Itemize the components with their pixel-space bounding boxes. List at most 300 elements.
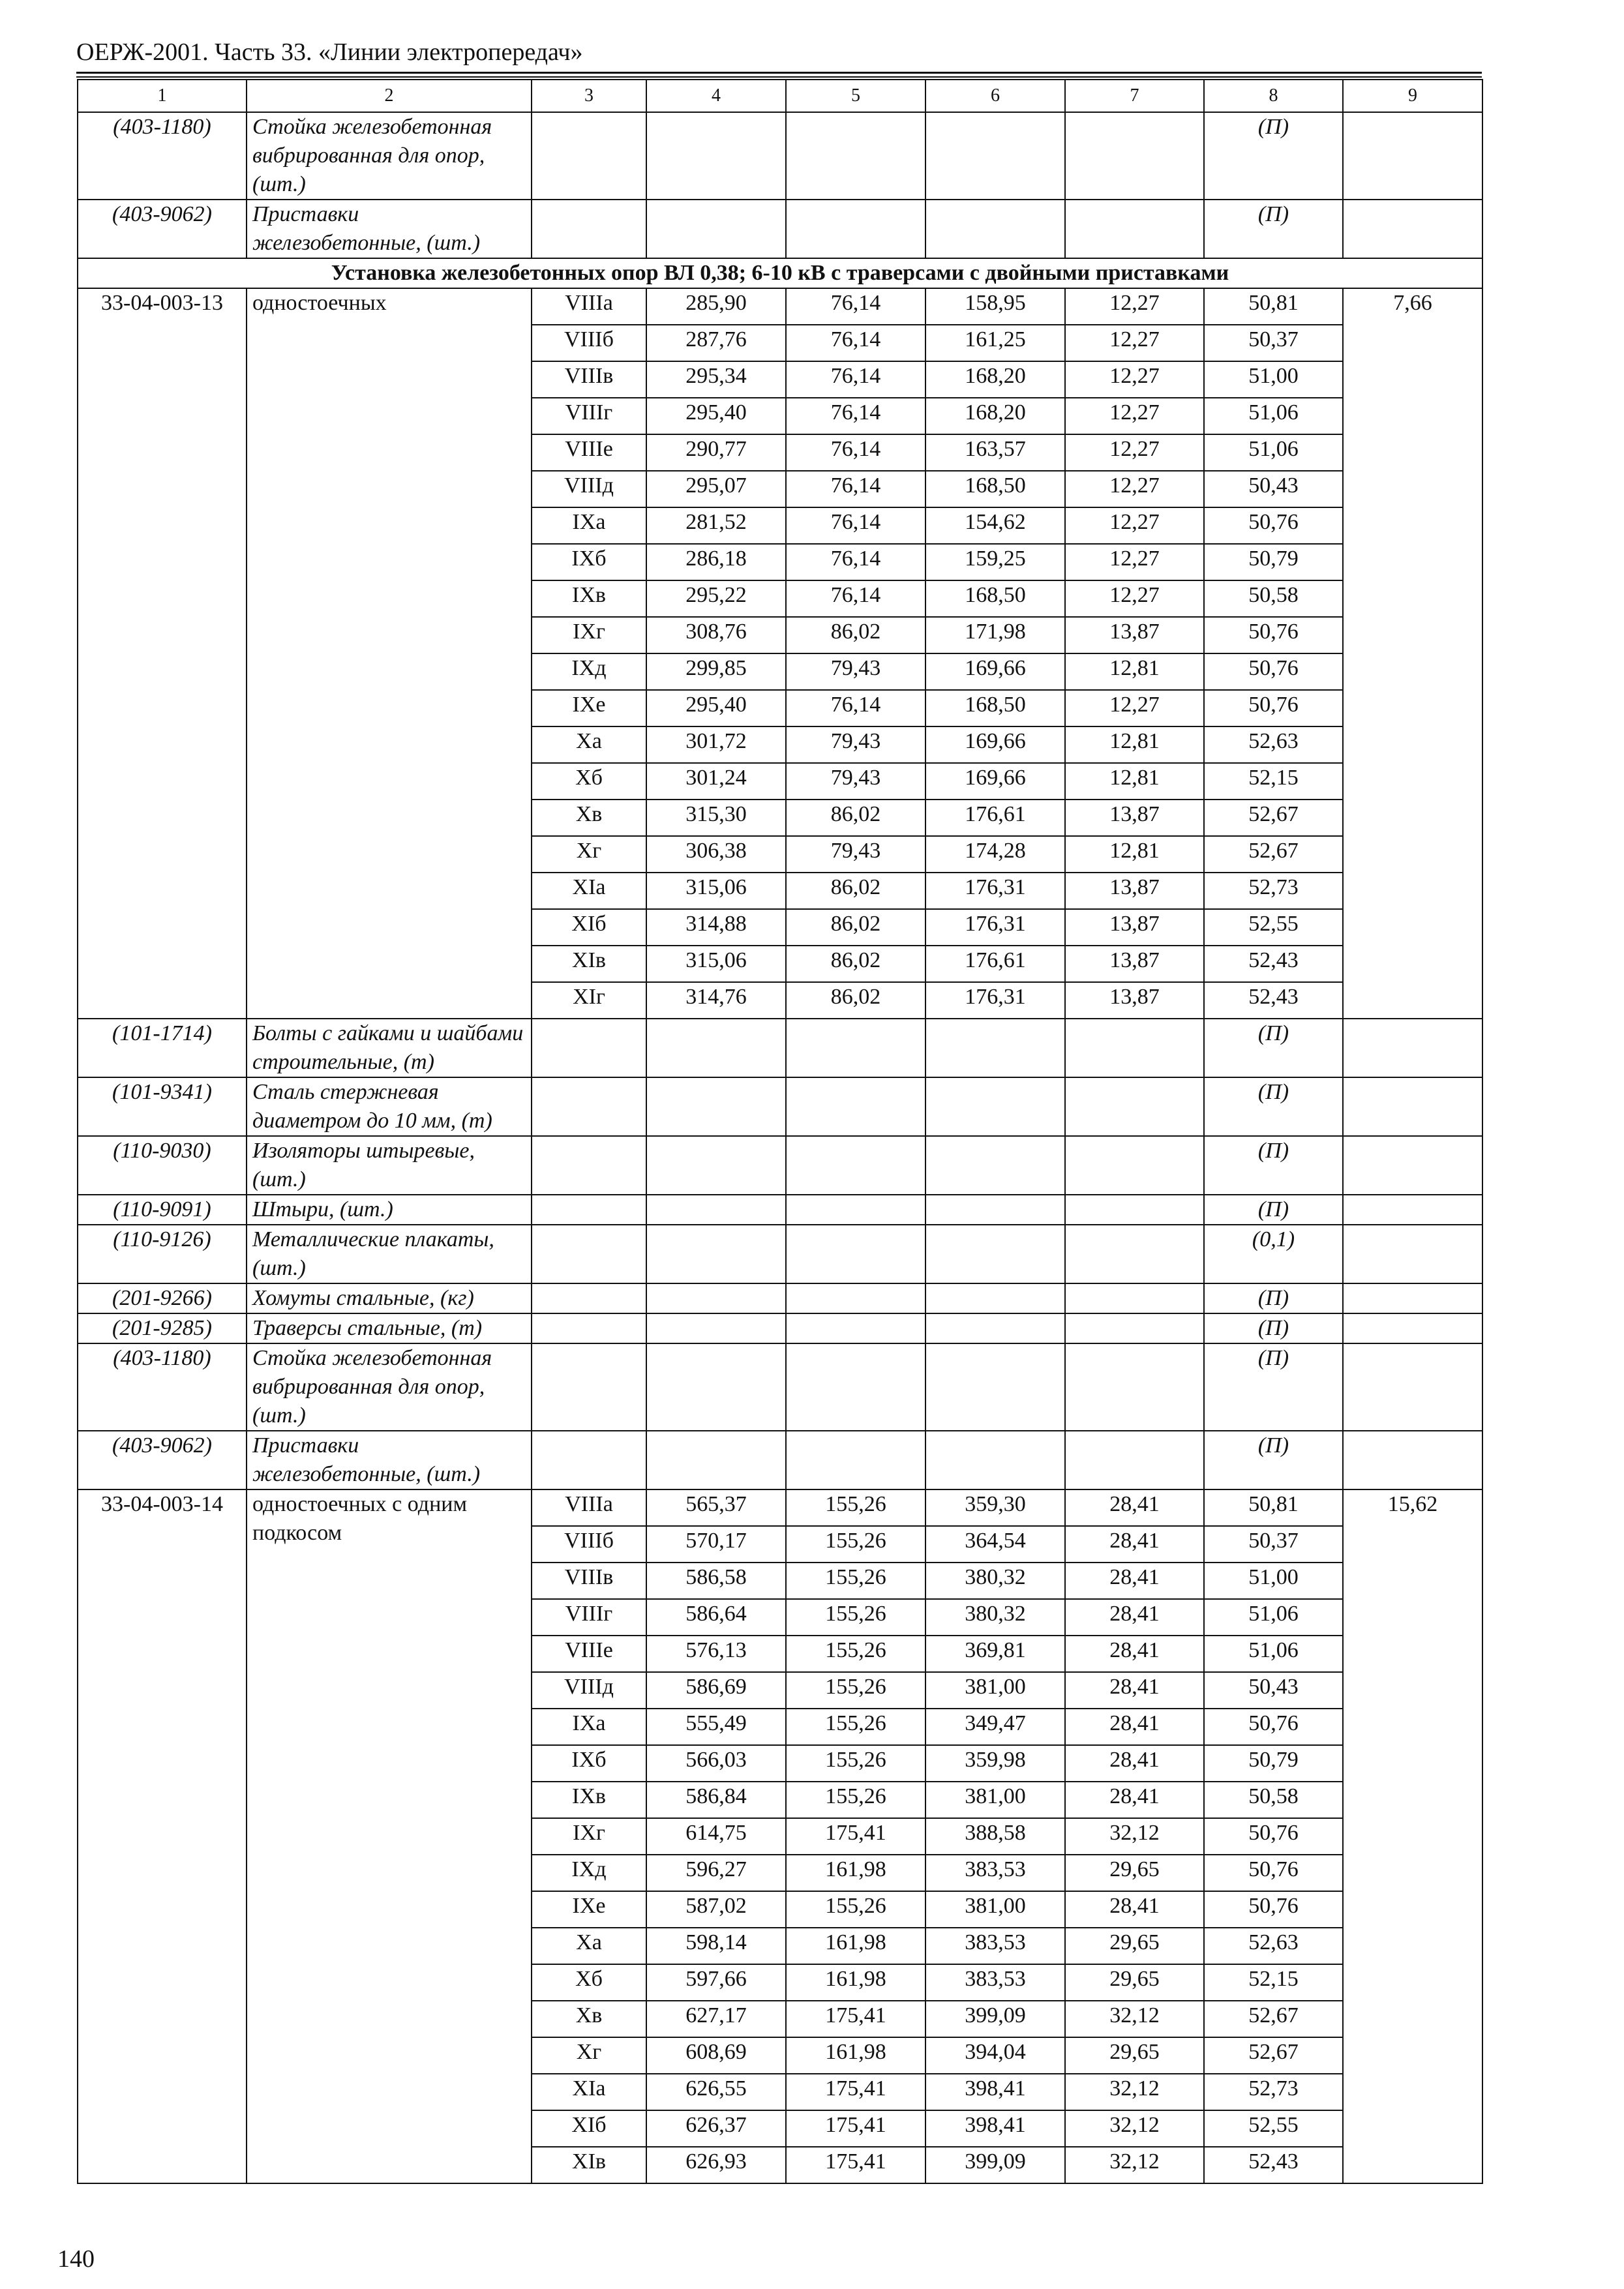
empty-cell bbox=[532, 1077, 646, 1136]
zone-label: VIIIд bbox=[532, 471, 646, 507]
value-col-5: 161,98 bbox=[786, 1964, 925, 2001]
material-qty: (П) bbox=[1204, 1136, 1343, 1195]
value-col-4: 290,77 bbox=[646, 434, 786, 471]
value-col-5: 86,02 bbox=[786, 982, 925, 1019]
value-col-5: 155,26 bbox=[786, 1745, 925, 1782]
material-row bbox=[78, 200, 1482, 258]
value-col-4: 596,27 bbox=[646, 1855, 786, 1891]
value-col-5: 76,14 bbox=[786, 361, 925, 398]
empty-cell bbox=[786, 1195, 925, 1225]
material-code: (403-9062) bbox=[78, 1431, 247, 1489]
empty-cell bbox=[1343, 1343, 1482, 1431]
value-col-8: 52,67 bbox=[1204, 836, 1343, 873]
value-col-7: 12,27 bbox=[1065, 288, 1204, 325]
zone-label: XIв bbox=[532, 946, 646, 982]
value-col-7: 32,12 bbox=[1065, 2147, 1204, 2183]
zone-label: Xб bbox=[532, 1964, 646, 2001]
zone-label: XIa bbox=[532, 873, 646, 909]
value-col-5: 76,14 bbox=[786, 690, 925, 726]
empty-cell bbox=[532, 112, 646, 200]
empty-cell bbox=[1065, 1195, 1204, 1225]
zone-label: IXa bbox=[532, 1709, 646, 1745]
value-col-5: 175,41 bbox=[786, 2074, 925, 2110]
value-col-4: 295,22 bbox=[646, 580, 786, 617]
material-qty: (П) bbox=[1204, 1195, 1343, 1225]
value-col-6: 381,00 bbox=[925, 1672, 1065, 1709]
value-col-5: 175,41 bbox=[786, 2001, 925, 2037]
value-col-8: 50,76 bbox=[1204, 1855, 1343, 1891]
value-col-6: 168,50 bbox=[925, 690, 1065, 726]
value-col-7: 12,81 bbox=[1065, 763, 1204, 800]
empty-cell bbox=[786, 1225, 925, 1283]
value-col-7: 12,27 bbox=[1065, 507, 1204, 544]
value-col-4: 295,40 bbox=[646, 398, 786, 434]
value-col-5: 79,43 bbox=[786, 726, 925, 763]
empty-cell bbox=[925, 1136, 1065, 1195]
value-col-6: 381,00 bbox=[925, 1782, 1065, 1818]
value-col-4: 315,30 bbox=[646, 800, 786, 836]
value-col-8: 50,79 bbox=[1204, 1745, 1343, 1782]
value-col-5: 76,14 bbox=[786, 507, 925, 544]
empty-cell bbox=[925, 1225, 1065, 1283]
value-col-7: 28,41 bbox=[1065, 1563, 1204, 1599]
value-col-4: 295,07 bbox=[646, 471, 786, 507]
value-col-5: 155,26 bbox=[786, 1782, 925, 1818]
value-col-8: 51,06 bbox=[1204, 1636, 1343, 1672]
value-col-6: 383,53 bbox=[925, 1928, 1065, 1964]
material-name: Приставки железобетонные, (шт.) bbox=[247, 1431, 532, 1489]
zone-label: VIIIе bbox=[532, 434, 646, 471]
value-col-7: 12,27 bbox=[1065, 580, 1204, 617]
value-col-8: 52,73 bbox=[1204, 873, 1343, 909]
empty-cell bbox=[786, 1019, 925, 1077]
value-col-5: 175,41 bbox=[786, 2110, 925, 2147]
value-col-6: 171,98 bbox=[925, 617, 1065, 653]
empty-cell bbox=[1343, 1195, 1482, 1225]
material-name: Металлические плакаты, (шт.) bbox=[247, 1225, 532, 1283]
value-col-8: 50,76 bbox=[1204, 507, 1343, 544]
empty-cell bbox=[1065, 112, 1204, 200]
empty-cell bbox=[925, 1343, 1065, 1431]
value-col-8: 50,76 bbox=[1204, 617, 1343, 653]
value-col-5: 155,26 bbox=[786, 1526, 925, 1563]
material-code: (110-9030) bbox=[78, 1136, 247, 1195]
value-col-4: 301,72 bbox=[646, 726, 786, 763]
empty-cell bbox=[1065, 1136, 1204, 1195]
material-qty: (П) bbox=[1204, 1283, 1343, 1313]
zone-label: VIIIе bbox=[532, 1636, 646, 1672]
empty-cell bbox=[646, 1283, 786, 1313]
empty-cell bbox=[532, 1313, 646, 1343]
material-code: (201-9285) bbox=[78, 1313, 247, 1343]
value-col-4: 287,76 bbox=[646, 325, 786, 361]
zone-label: IXв bbox=[532, 580, 646, 617]
value-col-8: 52,15 bbox=[1204, 763, 1343, 800]
value-col-8: 50,37 bbox=[1204, 1526, 1343, 1563]
value-col-8: 50,76 bbox=[1204, 1709, 1343, 1745]
value-col-4: 285,90 bbox=[646, 288, 786, 325]
empty-cell bbox=[1343, 1136, 1482, 1195]
material-qty: (0,1) bbox=[1204, 1225, 1343, 1283]
value-col-8: 52,73 bbox=[1204, 2074, 1343, 2110]
value-col-5: 79,43 bbox=[786, 653, 925, 690]
value-col-6: 169,66 bbox=[925, 726, 1065, 763]
value-col-4: 314,88 bbox=[646, 909, 786, 946]
value-col-4: 555,49 bbox=[646, 1709, 786, 1745]
value-col-7: 12,27 bbox=[1065, 361, 1204, 398]
column-number: 2 bbox=[247, 80, 532, 112]
value-col-4: 587,02 bbox=[646, 1891, 786, 1928]
value-col-7: 32,12 bbox=[1065, 2110, 1204, 2147]
empty-cell bbox=[925, 1077, 1065, 1136]
value-col-5: 155,26 bbox=[786, 1636, 925, 1672]
value-col-6: 388,58 bbox=[925, 1818, 1065, 1855]
value-col-4: 570,17 bbox=[646, 1526, 786, 1563]
section-heading-row bbox=[78, 258, 1482, 288]
value-col-6: 154,62 bbox=[925, 507, 1065, 544]
empty-cell bbox=[786, 112, 925, 200]
column-number: 4 bbox=[646, 80, 786, 112]
value-col-5: 155,26 bbox=[786, 1563, 925, 1599]
material-code: (403-1180) bbox=[78, 1343, 247, 1431]
value-col-7: 28,41 bbox=[1065, 1782, 1204, 1818]
value-col-7: 12,27 bbox=[1065, 544, 1204, 580]
value-col-7: 12,27 bbox=[1065, 325, 1204, 361]
zone-label: IXa bbox=[532, 507, 646, 544]
value-col-7: 13,87 bbox=[1065, 982, 1204, 1019]
zone-label: VIIIб bbox=[532, 325, 646, 361]
value-col-5: 76,14 bbox=[786, 544, 925, 580]
empty-cell bbox=[1065, 1225, 1204, 1283]
column-number: 3 bbox=[532, 80, 646, 112]
value-col-8: 50,76 bbox=[1204, 1818, 1343, 1855]
material-row bbox=[78, 1019, 1482, 1077]
value-col-4: 576,13 bbox=[646, 1636, 786, 1672]
value-col-7: 32,12 bbox=[1065, 2001, 1204, 2037]
empty-cell bbox=[532, 1431, 646, 1489]
value-col-8: 51,06 bbox=[1204, 398, 1343, 434]
value-col-7: 29,65 bbox=[1065, 2037, 1204, 2074]
material-row bbox=[78, 1077, 1482, 1136]
column-number: 9 bbox=[1343, 80, 1482, 112]
material-qty: (П) bbox=[1204, 1077, 1343, 1136]
material-name: Приставки железобетонные, (шт.) bbox=[247, 200, 532, 258]
zone-label: IXе bbox=[532, 690, 646, 726]
value-col-7: 28,41 bbox=[1065, 1745, 1204, 1782]
value-col-6: 163,57 bbox=[925, 434, 1065, 471]
labor-value: 7,66 bbox=[1343, 288, 1482, 1019]
value-col-8: 52,43 bbox=[1204, 982, 1343, 1019]
zone-label: IXд bbox=[532, 1855, 646, 1891]
rate-name: одностоечных с одним подкосом bbox=[247, 1489, 532, 2183]
value-col-8: 51,00 bbox=[1204, 1563, 1343, 1599]
value-col-6: 176,31 bbox=[925, 909, 1065, 946]
value-col-6: 398,41 bbox=[925, 2074, 1065, 2110]
empty-cell bbox=[786, 1283, 925, 1313]
value-col-7: 32,12 bbox=[1065, 1818, 1204, 1855]
zone-label: VIIIa bbox=[532, 1489, 646, 1526]
value-col-4: 598,14 bbox=[646, 1928, 786, 1964]
material-qty: (П) bbox=[1204, 200, 1343, 258]
value-col-4: 586,69 bbox=[646, 1672, 786, 1709]
value-col-6: 359,30 bbox=[925, 1489, 1065, 1526]
material-row bbox=[78, 1343, 1482, 1431]
value-col-8: 50,81 bbox=[1204, 1489, 1343, 1526]
table-body bbox=[78, 80, 1482, 2183]
value-col-8: 50,58 bbox=[1204, 1782, 1343, 1818]
value-col-4: 308,76 bbox=[646, 617, 786, 653]
empty-cell bbox=[786, 1313, 925, 1343]
value-col-4: 281,52 bbox=[646, 507, 786, 544]
zone-label: XIг bbox=[532, 982, 646, 1019]
empty-cell bbox=[532, 1283, 646, 1313]
value-col-4: 586,64 bbox=[646, 1599, 786, 1636]
value-col-4: 597,66 bbox=[646, 1964, 786, 2001]
value-col-7: 29,65 bbox=[1065, 1855, 1204, 1891]
value-col-6: 380,32 bbox=[925, 1599, 1065, 1636]
empty-cell bbox=[646, 200, 786, 258]
value-col-6: 394,04 bbox=[925, 2037, 1065, 2074]
material-row bbox=[78, 112, 1482, 200]
value-col-6: 168,20 bbox=[925, 398, 1065, 434]
value-col-7: 28,41 bbox=[1065, 1672, 1204, 1709]
empty-cell bbox=[646, 1077, 786, 1136]
empty-cell bbox=[1343, 1431, 1482, 1489]
material-row bbox=[78, 1283, 1482, 1313]
column-number: 1 bbox=[78, 80, 247, 112]
value-col-8: 50,37 bbox=[1204, 325, 1343, 361]
value-col-4: 315,06 bbox=[646, 873, 786, 909]
value-col-5: 76,14 bbox=[786, 434, 925, 471]
value-col-6: 176,61 bbox=[925, 800, 1065, 836]
zone-label: VIIIг bbox=[532, 1599, 646, 1636]
material-row bbox=[78, 1195, 1482, 1225]
empty-cell bbox=[646, 1431, 786, 1489]
value-col-7: 32,12 bbox=[1065, 2074, 1204, 2110]
value-col-8: 50,58 bbox=[1204, 580, 1343, 617]
value-col-5: 155,26 bbox=[786, 1709, 925, 1745]
column-number: 8 bbox=[1204, 80, 1343, 112]
value-col-5: 155,26 bbox=[786, 1891, 925, 1928]
empty-cell bbox=[646, 1225, 786, 1283]
material-qty: (П) bbox=[1204, 1431, 1343, 1489]
value-col-5: 86,02 bbox=[786, 800, 925, 836]
material-qty: (П) bbox=[1204, 1019, 1343, 1077]
value-col-4: 627,17 bbox=[646, 2001, 786, 2037]
value-col-4: 314,76 bbox=[646, 982, 786, 1019]
section-title: Установка железобетонных опор ВЛ 0,38; 6-10 кВ с траверсами с двойными приставками bbox=[78, 258, 1482, 288]
empty-cell bbox=[646, 1313, 786, 1343]
value-col-8: 52,67 bbox=[1204, 800, 1343, 836]
value-col-7: 12,27 bbox=[1065, 398, 1204, 434]
value-col-8: 52,55 bbox=[1204, 2110, 1343, 2147]
value-col-4: 301,24 bbox=[646, 763, 786, 800]
empty-cell bbox=[1065, 1431, 1204, 1489]
empty-cell bbox=[1065, 1077, 1204, 1136]
empty-cell bbox=[532, 1136, 646, 1195]
zone-label: IXв bbox=[532, 1782, 646, 1818]
empty-cell bbox=[925, 112, 1065, 200]
empty-cell bbox=[532, 1019, 646, 1077]
material-qty: (П) bbox=[1204, 1313, 1343, 1343]
value-col-5: 76,14 bbox=[786, 471, 925, 507]
value-col-5: 161,98 bbox=[786, 1855, 925, 1891]
value-col-6: 349,47 bbox=[925, 1709, 1065, 1745]
value-col-5: 79,43 bbox=[786, 836, 925, 873]
empty-cell bbox=[532, 1225, 646, 1283]
material-row bbox=[78, 1431, 1482, 1489]
value-col-7: 28,41 bbox=[1065, 1599, 1204, 1636]
value-col-4: 306,38 bbox=[646, 836, 786, 873]
value-col-6: 158,95 bbox=[925, 288, 1065, 325]
empty-cell bbox=[1343, 1077, 1482, 1136]
column-number: 6 bbox=[925, 80, 1065, 112]
value-col-4: 586,84 bbox=[646, 1782, 786, 1818]
value-col-6: 174,28 bbox=[925, 836, 1065, 873]
value-col-5: 76,14 bbox=[786, 288, 925, 325]
empty-cell bbox=[646, 1136, 786, 1195]
empty-cell bbox=[1065, 1313, 1204, 1343]
value-col-8: 50,76 bbox=[1204, 690, 1343, 726]
zone-label: IXб bbox=[532, 544, 646, 580]
value-col-8: 52,55 bbox=[1204, 909, 1343, 946]
zone-label: XIв bbox=[532, 2147, 646, 2183]
value-col-4: 295,34 bbox=[646, 361, 786, 398]
value-col-8: 52,67 bbox=[1204, 2037, 1343, 2074]
value-col-5: 155,26 bbox=[786, 1489, 925, 1526]
empty-cell bbox=[646, 112, 786, 200]
value-col-5: 86,02 bbox=[786, 617, 925, 653]
material-qty: (П) bbox=[1204, 1343, 1343, 1431]
empty-cell bbox=[925, 1283, 1065, 1313]
value-col-5: 161,98 bbox=[786, 2037, 925, 2074]
value-col-5: 86,02 bbox=[786, 873, 925, 909]
zone-label: Xa bbox=[532, 726, 646, 763]
value-col-5: 79,43 bbox=[786, 763, 925, 800]
value-col-4: 626,55 bbox=[646, 2074, 786, 2110]
empty-cell bbox=[646, 1195, 786, 1225]
value-col-7: 12,27 bbox=[1065, 434, 1204, 471]
zone-label: Xг bbox=[532, 2037, 646, 2074]
value-col-6: 169,66 bbox=[925, 763, 1065, 800]
material-name: Штыри, (шт.) bbox=[247, 1195, 532, 1225]
page-number: 140 bbox=[57, 2245, 95, 2273]
value-col-8: 50,43 bbox=[1204, 471, 1343, 507]
value-col-8: 52,43 bbox=[1204, 946, 1343, 982]
value-col-6: 399,09 bbox=[925, 2147, 1065, 2183]
value-col-4: 566,03 bbox=[646, 1745, 786, 1782]
empty-cell bbox=[532, 1195, 646, 1225]
value-col-6: 399,09 bbox=[925, 2001, 1065, 2037]
value-col-7: 13,87 bbox=[1065, 617, 1204, 653]
material-code: (101-9341) bbox=[78, 1077, 247, 1136]
value-col-6: 383,53 bbox=[925, 1855, 1065, 1891]
zone-label: VIIIв bbox=[532, 361, 646, 398]
zone-label: VIIIa bbox=[532, 288, 646, 325]
empty-cell bbox=[1065, 1283, 1204, 1313]
empty-cell bbox=[1343, 1313, 1482, 1343]
value-col-7: 29,65 bbox=[1065, 1928, 1204, 1964]
column-number: 5 bbox=[786, 80, 925, 112]
zone-label: VIIIв bbox=[532, 1563, 646, 1599]
empty-cell bbox=[1065, 200, 1204, 258]
value-col-6: 176,61 bbox=[925, 946, 1065, 982]
empty-cell bbox=[786, 1343, 925, 1431]
material-row bbox=[78, 1313, 1482, 1343]
value-col-8: 51,06 bbox=[1204, 1599, 1343, 1636]
zone-label: Xг bbox=[532, 836, 646, 873]
column-number: 7 bbox=[1065, 80, 1204, 112]
value-col-6: 168,50 bbox=[925, 580, 1065, 617]
value-col-8: 52,63 bbox=[1204, 726, 1343, 763]
empty-cell bbox=[1343, 1019, 1482, 1077]
value-col-4: 626,93 bbox=[646, 2147, 786, 2183]
empty-cell bbox=[786, 1077, 925, 1136]
empty-cell bbox=[1343, 1283, 1482, 1313]
material-code: (110-9091) bbox=[78, 1195, 247, 1225]
value-col-7: 12,27 bbox=[1065, 690, 1204, 726]
value-col-6: 383,53 bbox=[925, 1964, 1065, 2001]
zone-label: IXг bbox=[532, 1818, 646, 1855]
value-col-6: 364,54 bbox=[925, 1526, 1065, 1563]
value-col-8: 50,81 bbox=[1204, 288, 1343, 325]
value-col-7: 13,87 bbox=[1065, 873, 1204, 909]
zone-label: XIб bbox=[532, 2110, 646, 2147]
zone-label: IXд bbox=[532, 653, 646, 690]
value-col-8: 50,76 bbox=[1204, 1891, 1343, 1928]
value-col-5: 175,41 bbox=[786, 2147, 925, 2183]
header-rule-thin bbox=[76, 76, 1482, 78]
empty-cell bbox=[1343, 112, 1482, 200]
material-name: Болты с гайками и шайбами строительные, (т) bbox=[247, 1019, 532, 1077]
value-col-7: 13,87 bbox=[1065, 909, 1204, 946]
rate-code: 33-04-003-14 bbox=[78, 1489, 247, 2183]
value-col-6: 369,81 bbox=[925, 1636, 1065, 1672]
empty-cell bbox=[786, 1136, 925, 1195]
labor-value: 15,62 bbox=[1343, 1489, 1482, 2183]
value-col-6: 168,50 bbox=[925, 471, 1065, 507]
empty-cell bbox=[925, 1019, 1065, 1077]
value-col-5: 175,41 bbox=[786, 1818, 925, 1855]
zone-label: VIIIг bbox=[532, 398, 646, 434]
material-code: (101-1714) bbox=[78, 1019, 247, 1077]
material-name: Стойка железобетонная вибрированная для опор, (шт.) bbox=[247, 112, 532, 200]
zone-label: IXе bbox=[532, 1891, 646, 1928]
value-col-7: 13,87 bbox=[1065, 800, 1204, 836]
value-col-5: 161,98 bbox=[786, 1928, 925, 1964]
page-header: ОЕРЖ-2001. Часть 33. «Линии электропередач» bbox=[76, 38, 583, 66]
empty-cell bbox=[1343, 200, 1482, 258]
material-name: Хомуты стальные, (кг) bbox=[247, 1283, 532, 1313]
value-col-8: 50,76 bbox=[1204, 653, 1343, 690]
value-col-4: 608,69 bbox=[646, 2037, 786, 2074]
value-col-7: 28,41 bbox=[1065, 1709, 1204, 1745]
rate-code: 33-04-003-13 bbox=[78, 288, 247, 1019]
value-col-5: 76,14 bbox=[786, 398, 925, 434]
value-col-6: 381,00 bbox=[925, 1891, 1065, 1928]
value-col-6: 176,31 bbox=[925, 873, 1065, 909]
empty-cell bbox=[925, 1431, 1065, 1489]
empty-cell bbox=[925, 1195, 1065, 1225]
value-col-4: 565,37 bbox=[646, 1489, 786, 1526]
zone-label: Xв bbox=[532, 2001, 646, 2037]
material-name: Сталь стержневая диаметром до 10 мм, (т) bbox=[247, 1077, 532, 1136]
empty-cell bbox=[1065, 1343, 1204, 1431]
empty-cell bbox=[925, 200, 1065, 258]
value-col-7: 12,81 bbox=[1065, 836, 1204, 873]
empty-cell bbox=[646, 1343, 786, 1431]
zone-label: Xв bbox=[532, 800, 646, 836]
